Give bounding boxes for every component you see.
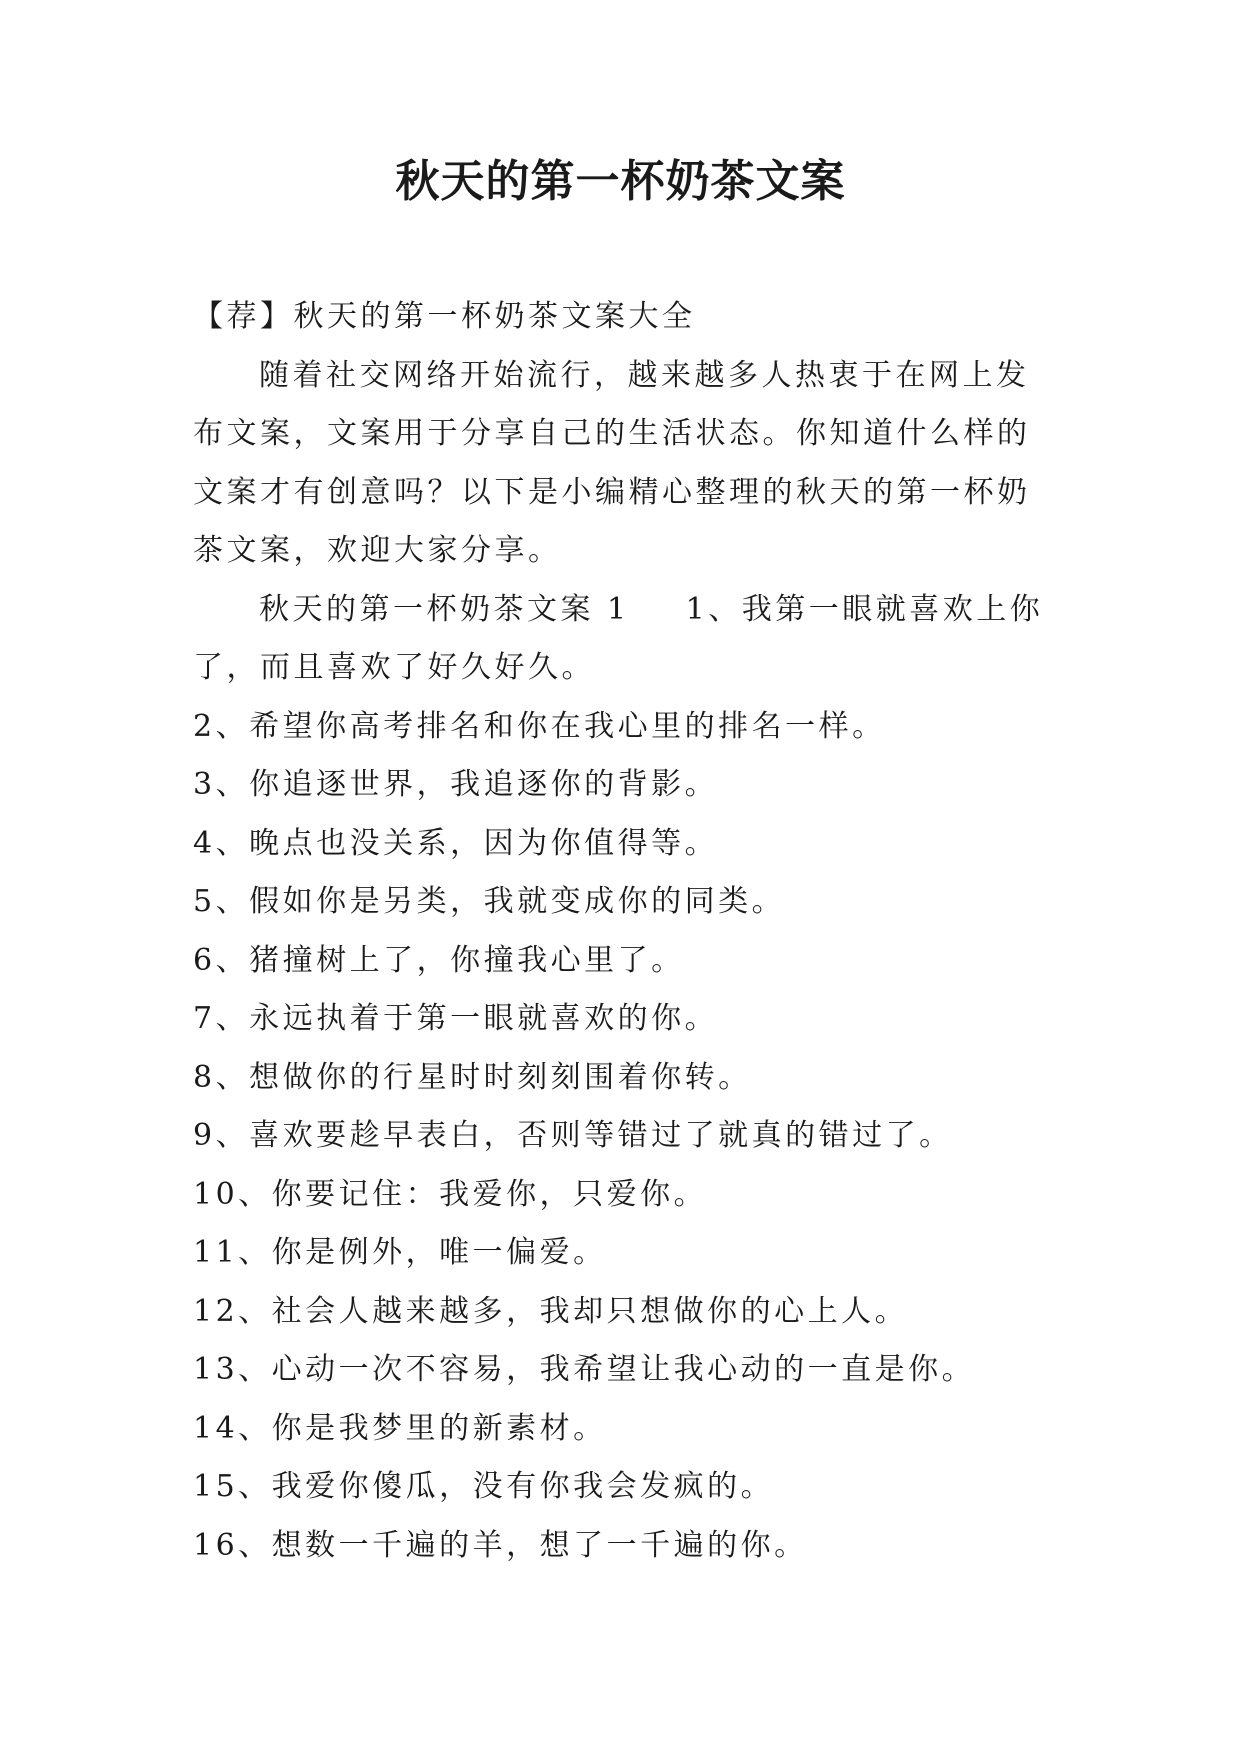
- document-subtitle: 【荐】秋天的第一杯奶茶文案大全: [193, 299, 696, 334]
- intro-paragraph: 随着社交网络开始流行，越来越多人热衷于在网上发布文案，文案用于分享自己的生活状态。你知道什么样的文案才有创意吗？以下是小编精心整理的秋天的第一杯奶茶文案，欢迎大家分享。: [193, 357, 1031, 568]
- list-item: 8、想做你的行星时时刻刻围着你转。: [193, 1059, 752, 1095]
- section-heading: 秋天的第一杯奶茶文案 1: [259, 591, 630, 627]
- list-item: 7、永远执着于第一眼就喜欢的你。: [193, 1001, 719, 1036]
- document-body: [193, 288, 1053, 1575]
- list-item: 2、希望你高考排名和你在我心里的排名一样。: [193, 708, 886, 744]
- list-item: 5、假如你是另类，我就变成你的同类。: [193, 884, 786, 919]
- list-item-1: 1、我第一眼就喜欢上你了，而且喜欢了好久好久。: [193, 591, 1044, 685]
- list-item: 16、想数一千遍的羊，想了一千遍的你。: [193, 1527, 808, 1563]
- document-title: 秋天的第一杯奶茶文案: [395, 156, 846, 207]
- list-item: 12、社会人越来越多，我却只想做你的心上人。: [193, 1293, 909, 1329]
- list-item: 15、我爱你傻瓜，没有你我会发疯的。: [193, 1469, 775, 1504]
- list-item: 4、晚点也没关系，因为你值得等。: [193, 825, 719, 861]
- list-item: 11、你是例外，唯一偏爱。: [193, 1235, 607, 1270]
- section-paragraph: [193, 581, 1053, 698]
- list-item: 13、心动一次不容易，我希望让我心动的一直是你。: [193, 1352, 976, 1387]
- list-item: 3、你追逐世界，我追逐你的背影。: [193, 767, 719, 802]
- list-item: 10、你要记住：我爱你，只爱你。: [193, 1176, 708, 1212]
- list-item: 14、你是我梦里的新素材。: [193, 1410, 607, 1446]
- list-item: 6、猪撞树上了，你撞我心里了。: [193, 942, 685, 978]
- list-item: 9、喜欢要趁早表白，否则等错过了就真的错过了。: [193, 1118, 953, 1153]
